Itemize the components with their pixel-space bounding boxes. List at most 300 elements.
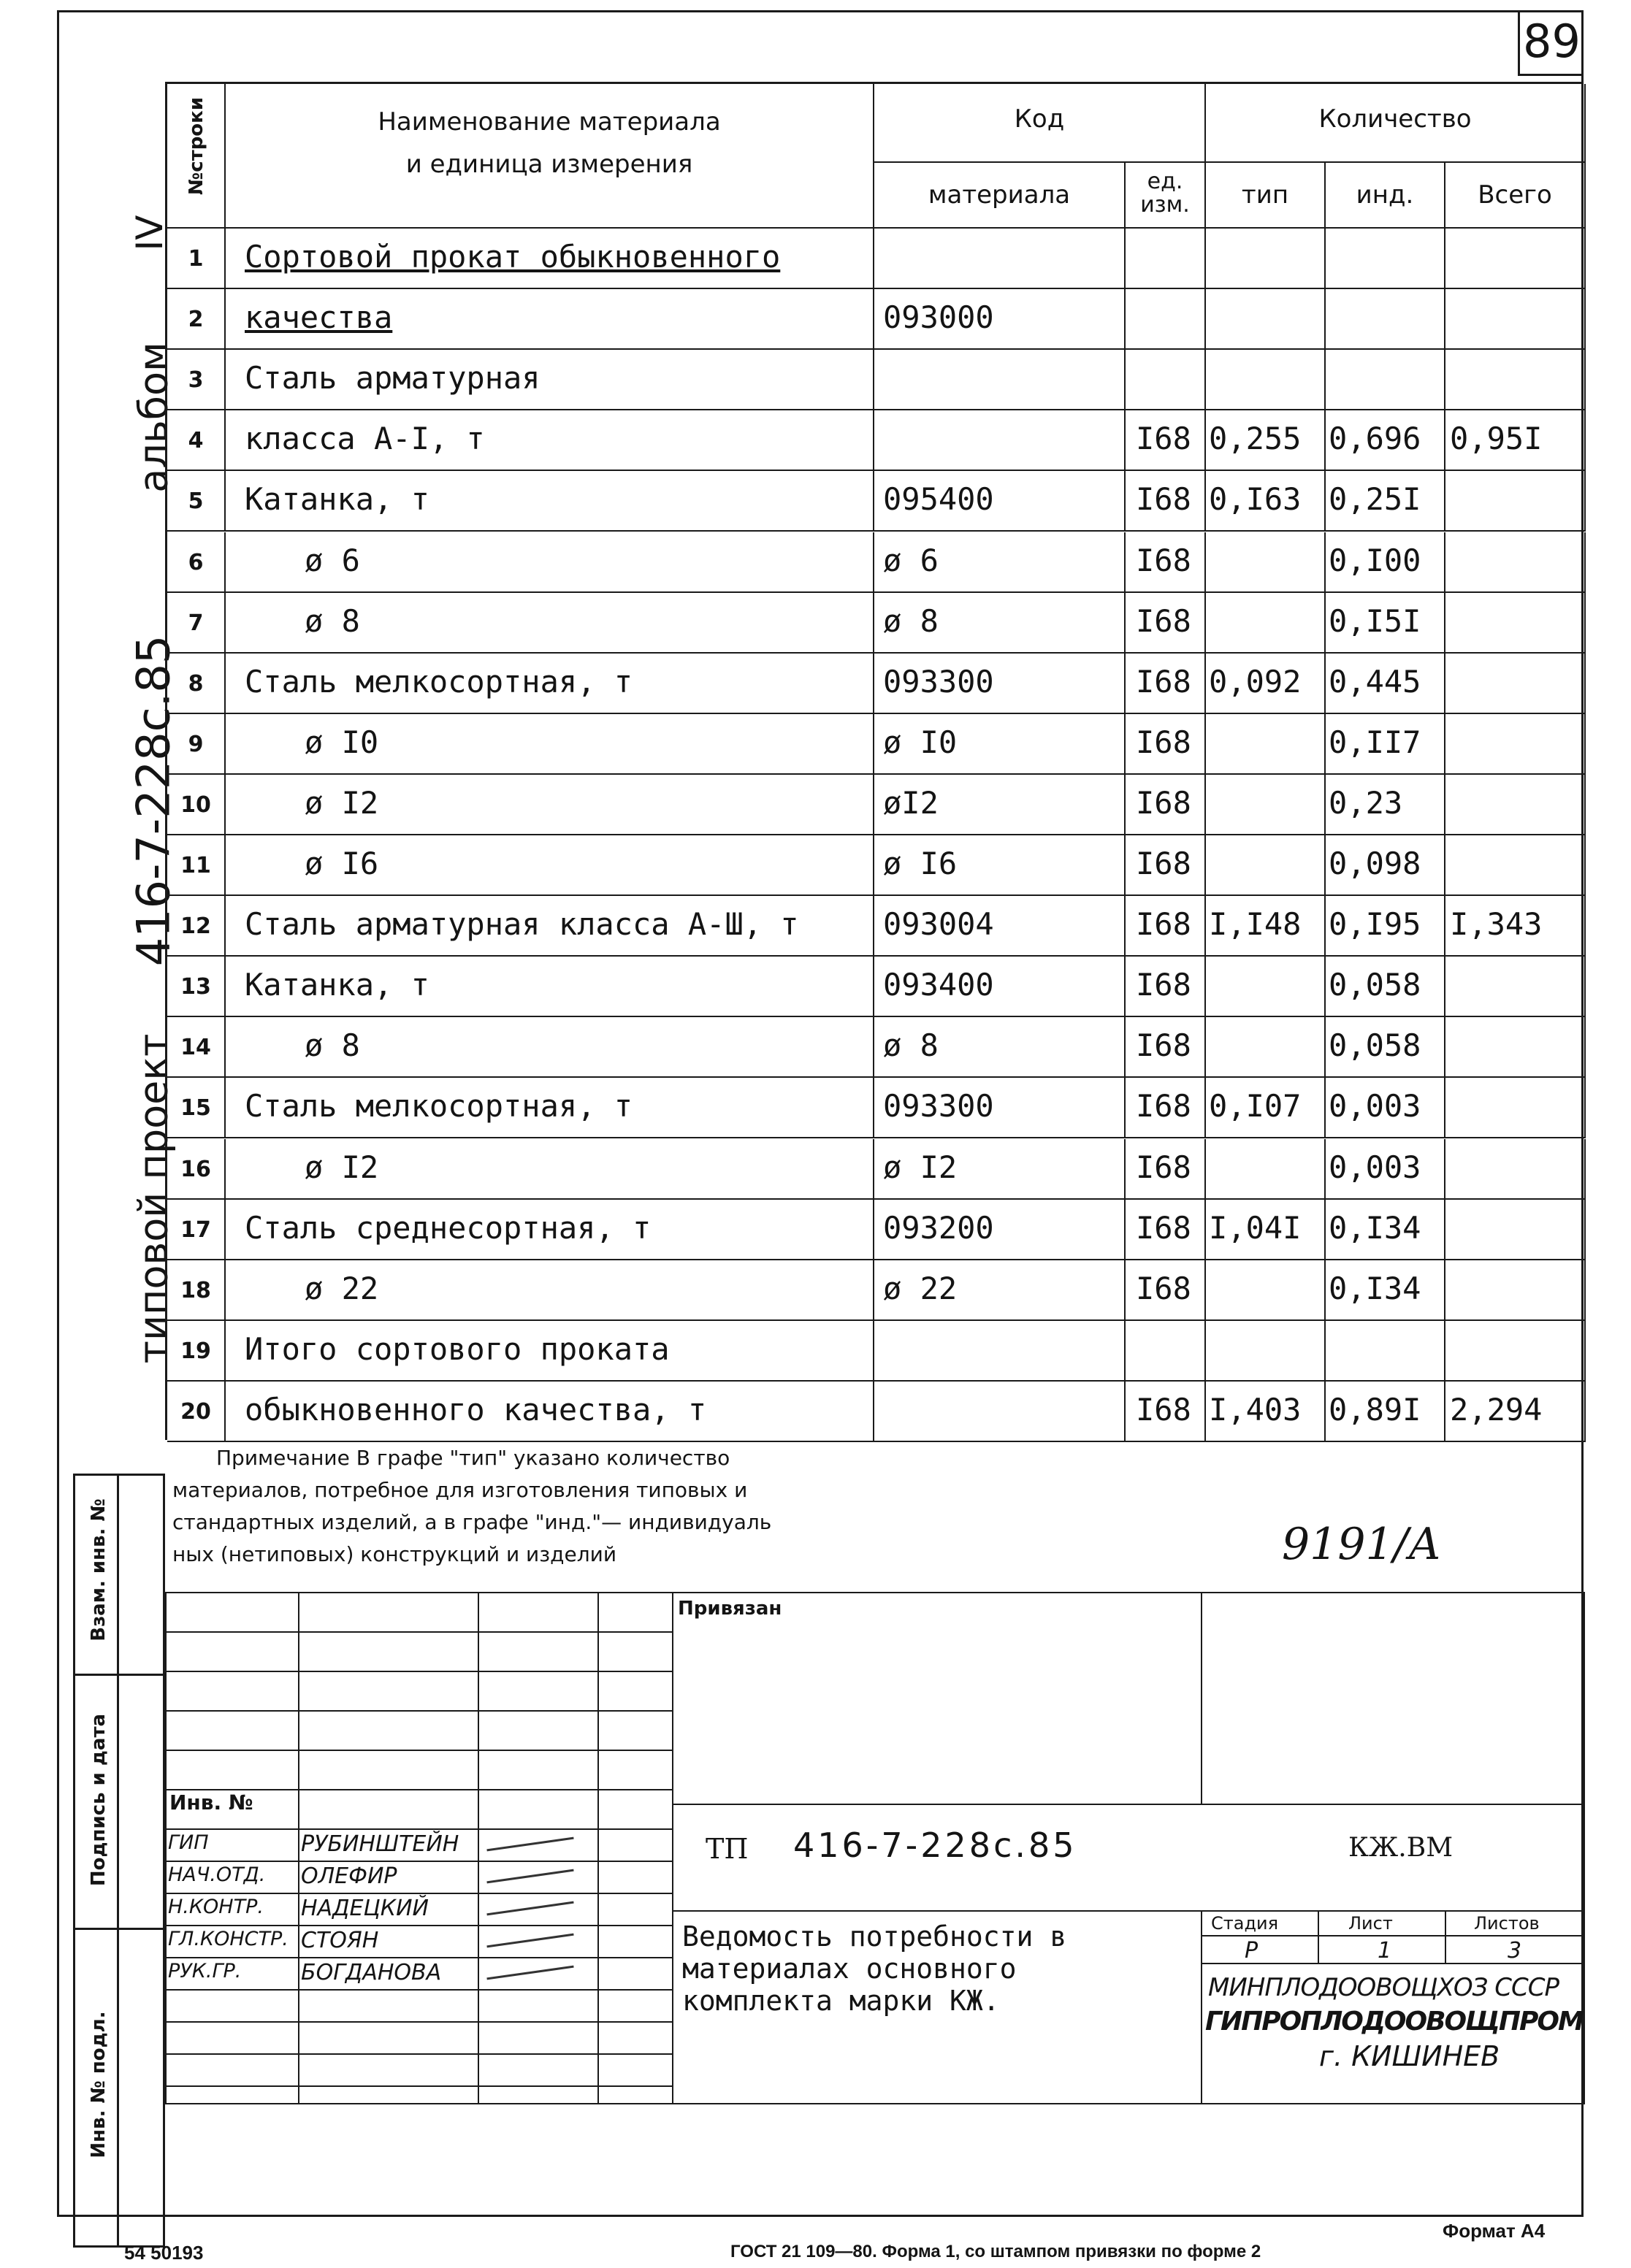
code-cell xyxy=(874,1321,1126,1382)
row-number: 8 xyxy=(188,670,204,697)
header-typ xyxy=(1206,163,1326,229)
mark-label: КЖ.ВМ xyxy=(1348,1833,1454,1863)
sheets-value: 3 xyxy=(1508,1938,1522,1964)
name-cell xyxy=(226,229,874,289)
row-number: 14 xyxy=(180,1035,211,1061)
person-name: БОГДАНОВА xyxy=(301,1960,442,1985)
unit-value: I68 xyxy=(1136,663,1191,700)
person-role: ГЛ.КОНСТР. xyxy=(168,1928,289,1950)
row-number: 10 xyxy=(180,792,211,818)
material-name: Сталь среднесортная, т xyxy=(245,1209,652,1246)
name-cell xyxy=(226,714,874,775)
designation-prefix: ТП xyxy=(706,1833,749,1865)
name-cell xyxy=(226,1260,874,1321)
total-cell xyxy=(1445,229,1586,289)
total-cell xyxy=(1445,1200,1586,1260)
person-name: РУБИНШТЕЙН xyxy=(301,1831,459,1857)
org-line1: МИНПЛОДООВОЩХОЗ СССР xyxy=(1208,1973,1559,2002)
handwritten-number: 9191/А xyxy=(1282,1519,1442,1570)
row-number-cell xyxy=(167,654,226,714)
total-cell xyxy=(1445,1139,1586,1200)
side-label-project: типовой проект xyxy=(130,1033,177,1364)
signature xyxy=(486,1934,573,1948)
total-cell xyxy=(1445,410,1586,471)
row-number: 7 xyxy=(188,610,204,636)
header-code xyxy=(874,84,1206,163)
typ-value: 0,I07 xyxy=(1209,1088,1302,1125)
unit-cell xyxy=(1126,1200,1206,1260)
name-cell xyxy=(226,775,874,835)
unit-value: I68 xyxy=(1136,1027,1191,1064)
ind-value: 0,058 xyxy=(1329,967,1421,1003)
person-name: СТОЯН xyxy=(301,1928,379,1953)
unit-cell xyxy=(1126,289,1206,350)
material-name: Катанка, т xyxy=(245,481,429,518)
total-cell xyxy=(1445,1382,1586,1442)
ind-value: 0,I34 xyxy=(1329,1270,1421,1306)
material-name: Сортовой прокат обыкновенного xyxy=(245,239,781,275)
row-number-cell xyxy=(167,229,226,289)
row-number-cell xyxy=(167,532,226,593)
material-code: 093400 xyxy=(883,967,994,1003)
materials-table xyxy=(165,82,1584,1440)
row-number-cell xyxy=(167,957,226,1017)
material-name: качества xyxy=(245,299,393,336)
unit-value: I68 xyxy=(1136,602,1191,639)
total-cell xyxy=(1445,289,1586,350)
signature xyxy=(486,1837,573,1852)
typ-cell xyxy=(1206,1017,1326,1078)
typ-cell xyxy=(1206,532,1326,593)
name-cell xyxy=(226,1139,874,1200)
margin-podpis: Подпись и дата xyxy=(88,1713,110,1887)
header-material-label: материала xyxy=(928,180,1071,210)
ind-value: 0,89I xyxy=(1329,1391,1421,1428)
material-name: ø 22 xyxy=(305,1270,379,1306)
stage-value: Р xyxy=(1245,1938,1258,1964)
side-label-designation: 416-7-228с.85 xyxy=(126,635,180,967)
sheets-label: Листов xyxy=(1474,1913,1540,1934)
total-cell xyxy=(1445,532,1586,593)
unit-cell xyxy=(1126,775,1206,835)
ind-value: 0,25I xyxy=(1329,481,1421,518)
row-number: 2 xyxy=(188,307,204,333)
material-code: ø I2 xyxy=(883,1149,958,1185)
doc-title-line2: материалах основного xyxy=(682,1953,1017,1985)
ind-value: 0,I00 xyxy=(1329,542,1421,578)
header-ind-label: инд. xyxy=(1356,180,1414,210)
material-code: 093200 xyxy=(883,1209,994,1246)
row-number-cell xyxy=(167,350,226,410)
header-code-label: Код xyxy=(1014,104,1065,134)
unit-cell xyxy=(1126,1139,1206,1200)
ind-cell xyxy=(1326,1017,1445,1078)
row-number-cell xyxy=(167,1017,226,1078)
header-material xyxy=(874,163,1126,229)
header-quantity-label: Количество xyxy=(1318,104,1472,134)
material-name: Сталь арматурная xyxy=(245,360,541,396)
unit-cell xyxy=(1126,1078,1206,1138)
total-cell xyxy=(1445,835,1586,896)
margin-inv: Инв. № подл. xyxy=(88,2011,110,2158)
code-cell xyxy=(874,289,1126,350)
row-number: 12 xyxy=(180,913,211,940)
typ-cell xyxy=(1206,229,1326,289)
material-name: ø I2 xyxy=(305,784,379,821)
unit-cell xyxy=(1126,654,1206,714)
material-code: ø I6 xyxy=(883,846,958,881)
unit-cell xyxy=(1126,229,1206,289)
name-cell xyxy=(226,1200,874,1260)
name-cell xyxy=(226,471,874,532)
total-cell xyxy=(1445,471,1586,532)
name-cell xyxy=(226,532,874,593)
ind-cell xyxy=(1326,471,1445,532)
ind-cell xyxy=(1326,593,1445,654)
person-name: ОЛЕФИР xyxy=(301,1863,397,1889)
row-number: 16 xyxy=(180,1156,211,1182)
name-cell xyxy=(226,410,874,471)
typ-cell xyxy=(1206,289,1326,350)
unit-value: I68 xyxy=(1136,421,1191,457)
side-label-top: IV xyxy=(129,215,171,251)
unit-cell xyxy=(1126,714,1206,775)
ind-cell xyxy=(1326,410,1445,471)
material-name: Сталь арматурная класса А-Ш, т xyxy=(245,906,799,943)
total-cell xyxy=(1445,957,1586,1017)
unit-value: I68 xyxy=(1136,1391,1191,1428)
total-cell xyxy=(1445,1260,1586,1321)
header-row-number-label: №строки xyxy=(186,96,207,196)
row-number: 3 xyxy=(188,367,204,394)
row-number-cell xyxy=(167,1260,226,1321)
page-number: 89 xyxy=(1518,10,1584,76)
typ-cell xyxy=(1206,1078,1326,1138)
total-cell xyxy=(1445,1321,1586,1382)
unit-value: I68 xyxy=(1136,906,1191,943)
left-margin xyxy=(73,1474,165,2248)
typ-value: 0,I63 xyxy=(1209,481,1302,518)
total-cell xyxy=(1445,1017,1586,1078)
ind-cell xyxy=(1326,835,1445,896)
person-role: Н.КОНТР. xyxy=(168,1896,264,1918)
typ-value: I,I48 xyxy=(1209,906,1302,943)
total-value: I,343 xyxy=(1450,906,1543,943)
row-number-cell xyxy=(167,835,226,896)
inv-no-label: Инв. № xyxy=(169,1790,253,1815)
code-cell xyxy=(874,896,1126,957)
row-number-cell xyxy=(167,1321,226,1382)
ind-value: 0,696 xyxy=(1329,421,1421,457)
ind-value: 0,II7 xyxy=(1329,724,1421,760)
header-ind xyxy=(1326,163,1445,229)
row-number: 1 xyxy=(188,246,204,272)
code-cell xyxy=(874,350,1126,410)
typ-cell xyxy=(1206,1139,1326,1200)
person-name: НАДЕЦКИЙ xyxy=(301,1896,429,1921)
material-code: 093004 xyxy=(883,906,994,943)
row-number: 6 xyxy=(188,549,204,575)
code-cell xyxy=(874,593,1126,654)
ind-value: 0,I95 xyxy=(1329,906,1421,943)
material-name: обыкновенного качества, т xyxy=(245,1391,707,1428)
unit-cell xyxy=(1126,896,1206,957)
typ-cell xyxy=(1206,1260,1326,1321)
material-code: 093300 xyxy=(883,663,994,700)
material-name: Сталь мелкосортная, т xyxy=(245,1088,633,1125)
row-number: 9 xyxy=(188,731,204,757)
row-number: 17 xyxy=(180,1217,211,1243)
material-code: 095400 xyxy=(883,481,994,518)
ind-value: 0,445 xyxy=(1329,663,1421,700)
total-cell xyxy=(1445,593,1586,654)
code-cell xyxy=(874,471,1126,532)
ind-value: 0,23 xyxy=(1329,784,1403,821)
org-line2: ГИПРОПЛОДООВОЩПРОМ xyxy=(1205,2007,1583,2037)
ind-cell xyxy=(1326,1382,1445,1442)
material-code: 093300 xyxy=(883,1088,994,1125)
margin-vzam: Взам. инв. № xyxy=(88,1498,110,1641)
ind-cell xyxy=(1326,1321,1445,1382)
typ-cell xyxy=(1206,775,1326,835)
typ-cell xyxy=(1206,350,1326,410)
code-cell xyxy=(874,532,1126,593)
row-number-cell xyxy=(167,1078,226,1138)
code-cell xyxy=(874,1139,1126,1200)
code-cell xyxy=(874,1200,1126,1260)
typ-cell xyxy=(1206,835,1326,896)
ind-cell xyxy=(1326,532,1445,593)
name-cell xyxy=(226,593,874,654)
row-number-cell xyxy=(167,289,226,350)
header-quantity xyxy=(1206,84,1586,163)
total-cell xyxy=(1445,654,1586,714)
material-code: ø 22 xyxy=(883,1270,958,1306)
header-total xyxy=(1445,163,1586,229)
name-cell xyxy=(226,957,874,1017)
ind-cell xyxy=(1326,1260,1445,1321)
unit-cell xyxy=(1126,350,1206,410)
material-name: ø I0 xyxy=(305,724,379,760)
header-name xyxy=(226,84,874,229)
ind-value: 0,098 xyxy=(1329,846,1421,881)
material-name: Катанка, т xyxy=(245,967,429,1003)
row-number: 18 xyxy=(180,1277,211,1303)
unit-value: I68 xyxy=(1136,1270,1191,1306)
name-cell xyxy=(226,289,874,350)
row-number-cell xyxy=(167,471,226,532)
total-cell xyxy=(1445,896,1586,957)
ind-cell xyxy=(1326,229,1445,289)
ind-cell xyxy=(1326,775,1445,835)
bottom-code: 54 50193 xyxy=(124,2242,204,2264)
name-cell xyxy=(226,896,874,957)
unit-cell xyxy=(1126,835,1206,896)
material-name: ø 6 xyxy=(305,542,360,578)
material-code: øI2 xyxy=(883,784,939,821)
ind-value: 0,I34 xyxy=(1329,1209,1421,1246)
note-line-2: материалов, потребное для изготовления типовых и xyxy=(172,1478,748,1502)
code-cell xyxy=(874,714,1126,775)
signature xyxy=(486,1901,573,1916)
sheet-value: 1 xyxy=(1378,1938,1392,1964)
material-code: ø 6 xyxy=(883,542,939,578)
unit-value: I68 xyxy=(1136,784,1191,821)
unit-cell xyxy=(1126,532,1206,593)
unit-value: I68 xyxy=(1136,724,1191,760)
typ-cell xyxy=(1206,957,1326,1017)
ind-cell xyxy=(1326,1139,1445,1200)
code-cell xyxy=(874,1017,1126,1078)
material-name: класса А-I, т xyxy=(245,421,485,457)
ind-cell xyxy=(1326,289,1445,350)
signature xyxy=(486,1966,573,1980)
person-role: РУК.ГР. xyxy=(168,1960,242,1982)
ind-cell xyxy=(1326,350,1445,410)
row-number: 15 xyxy=(180,1095,211,1122)
material-name: ø I2 xyxy=(305,1149,379,1185)
unit-cell xyxy=(1126,1321,1206,1382)
typ-cell xyxy=(1206,896,1326,957)
unit-cell xyxy=(1126,593,1206,654)
typ-cell xyxy=(1206,1321,1326,1382)
typ-cell xyxy=(1206,714,1326,775)
row-number-cell xyxy=(167,896,226,957)
material-name: ø 8 xyxy=(305,602,360,639)
format-label: Формат А4 xyxy=(1443,2220,1546,2242)
material-code: 093000 xyxy=(883,299,994,336)
person-role: НАЧ.ОТД. xyxy=(168,1863,266,1886)
signature xyxy=(486,1869,573,1884)
row-number: 5 xyxy=(188,489,204,515)
code-cell xyxy=(874,1078,1126,1138)
ind-cell xyxy=(1326,896,1445,957)
row-number-cell xyxy=(167,593,226,654)
ind-cell xyxy=(1326,957,1445,1017)
row-number-cell xyxy=(167,410,226,471)
ind-cell xyxy=(1326,654,1445,714)
total-cell xyxy=(1445,775,1586,835)
code-cell xyxy=(874,775,1126,835)
ind-value: 0,003 xyxy=(1329,1149,1421,1185)
doc-title-line3: комплекта марки КЖ. xyxy=(682,1985,1000,2017)
org-line3: г. КИШИНЕВ xyxy=(1319,2040,1500,2072)
name-cell xyxy=(226,1078,874,1138)
name-cell xyxy=(226,1321,874,1382)
unit-cell xyxy=(1126,1382,1206,1442)
title-block xyxy=(165,1592,1584,2103)
header-total-label: Всего xyxy=(1478,180,1552,210)
total-cell xyxy=(1445,350,1586,410)
header-name-line1: Наименование материала xyxy=(378,107,721,137)
row-number: 4 xyxy=(188,428,204,454)
ind-value: 0,I5I xyxy=(1329,602,1421,639)
material-name: ø 8 xyxy=(305,1027,360,1064)
total-value: 0,95I xyxy=(1450,421,1543,457)
typ-cell xyxy=(1206,471,1326,532)
material-name: Сталь мелкосортная, т xyxy=(245,663,633,700)
unit-cell xyxy=(1126,471,1206,532)
ind-cell xyxy=(1326,714,1445,775)
header-row-number xyxy=(167,84,226,229)
name-cell xyxy=(226,654,874,714)
row-number-cell xyxy=(167,1139,226,1200)
ind-value: 0,058 xyxy=(1329,1027,1421,1064)
row-number: 19 xyxy=(180,1338,211,1364)
ind-value: 0,003 xyxy=(1329,1088,1421,1125)
privyazan-label: Привязан xyxy=(678,1598,782,1620)
material-name: ø I6 xyxy=(305,846,379,881)
code-cell xyxy=(874,229,1126,289)
note-line-4: ных (нетиповых) конструкций и изделий xyxy=(172,1542,617,1566)
header-unit xyxy=(1126,163,1206,229)
unit-value: I68 xyxy=(1136,967,1191,1003)
sheet-label: Лист xyxy=(1348,1913,1393,1934)
ind-cell xyxy=(1326,1078,1445,1138)
row-number: 13 xyxy=(180,974,211,1000)
unit-cell xyxy=(1126,1260,1206,1321)
code-cell xyxy=(874,957,1126,1017)
typ-value: 0,092 xyxy=(1209,663,1302,700)
row-number-cell xyxy=(167,1382,226,1442)
row-number-cell xyxy=(167,1200,226,1260)
unit-cell xyxy=(1126,1017,1206,1078)
person-role: ГИП xyxy=(168,1831,209,1854)
name-cell xyxy=(226,1017,874,1078)
row-number: 20 xyxy=(180,1398,211,1425)
header-typ-label: тип xyxy=(1241,180,1289,210)
row-number-cell xyxy=(167,714,226,775)
material-code: ø 8 xyxy=(883,1027,939,1064)
total-value: 2,294 xyxy=(1450,1391,1543,1428)
name-cell xyxy=(226,1382,874,1442)
unit-value: I68 xyxy=(1136,846,1191,881)
total-cell xyxy=(1445,714,1586,775)
typ-cell xyxy=(1206,654,1326,714)
header-unit-label: ед. изм. xyxy=(1140,169,1190,218)
row-number-cell xyxy=(167,775,226,835)
unit-value: I68 xyxy=(1136,542,1191,578)
code-cell xyxy=(874,1260,1126,1321)
total-cell xyxy=(1445,1078,1586,1138)
unit-cell xyxy=(1126,410,1206,471)
name-cell xyxy=(226,835,874,896)
typ-value: I,403 xyxy=(1209,1391,1302,1428)
typ-cell xyxy=(1206,1382,1326,1442)
typ-cell xyxy=(1206,410,1326,471)
doc-title-line1: Ведомость потребности в xyxy=(682,1920,1067,1953)
material-code: ø I0 xyxy=(883,724,958,760)
unit-value: I68 xyxy=(1136,1209,1191,1246)
typ-value: 0,255 xyxy=(1209,421,1302,457)
code-cell xyxy=(874,835,1126,896)
designation-handwritten: 416-7-228с.85 xyxy=(793,1825,1077,1865)
stage-label: Стадия xyxy=(1211,1913,1279,1934)
unit-cell xyxy=(1126,957,1206,1017)
ind-cell xyxy=(1326,1200,1445,1260)
typ-cell xyxy=(1206,1200,1326,1260)
note xyxy=(172,1442,1085,1571)
gost-label: ГОСТ 21 109—80. Форма 1, со штампом привязки по форме 2 xyxy=(730,2242,1261,2261)
unit-value: I68 xyxy=(1136,1149,1191,1185)
side-label-album: альбом xyxy=(130,342,177,493)
name-cell xyxy=(226,350,874,410)
code-cell xyxy=(874,654,1126,714)
note-line-1: Примечание В графе "тип" указано количество xyxy=(216,1446,730,1470)
code-cell xyxy=(874,410,1126,471)
material-name: Итого сортового проката xyxy=(245,1330,670,1367)
code-cell xyxy=(874,1382,1126,1442)
